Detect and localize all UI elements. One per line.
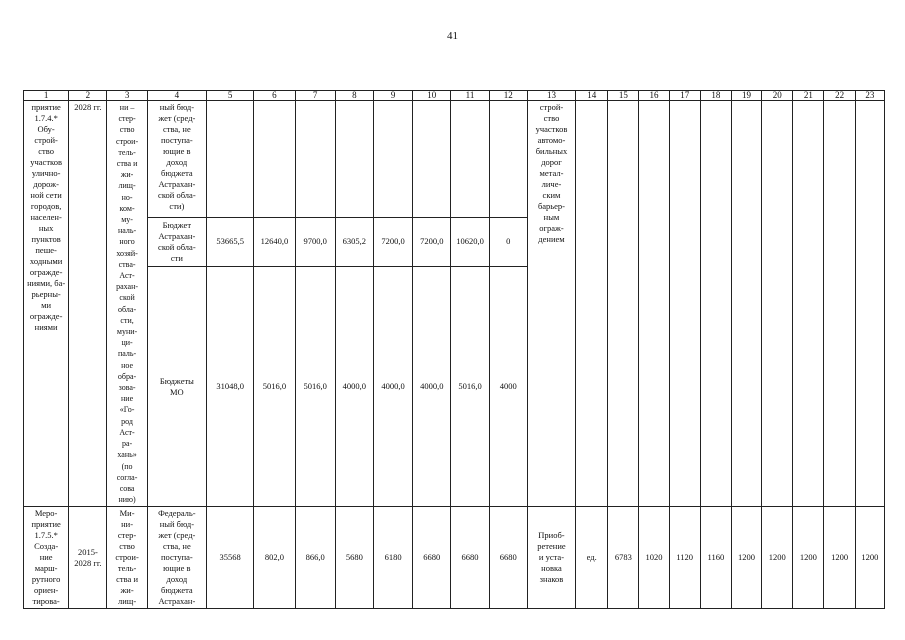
col-header: 22 <box>824 91 855 101</box>
col-header: 6 <box>254 91 295 101</box>
value-cell <box>295 101 335 218</box>
value-cell: 9700,0 <box>295 218 335 267</box>
value-cell: 5016,0 <box>451 266 489 506</box>
indicator-cell: 1200 <box>824 507 855 609</box>
col-header: 8 <box>335 91 373 101</box>
indicator-cell <box>731 101 761 507</box>
indicator-cell <box>700 101 731 507</box>
indicator-cell: 1020 <box>639 507 669 609</box>
indicator-cell: 1160 <box>700 507 731 609</box>
col-header: 1 <box>24 91 69 101</box>
col-header: 18 <box>700 91 731 101</box>
value-cell: 7200,0 <box>373 218 412 267</box>
col-header: 20 <box>762 91 793 101</box>
col-header: 2 <box>69 91 107 101</box>
value-cell: 802,0 <box>254 507 295 609</box>
value-cell <box>451 101 489 218</box>
indicator-cell: 1200 <box>793 507 824 609</box>
unit-cell <box>576 101 608 507</box>
value-cell <box>207 101 254 218</box>
col-header: 19 <box>731 91 761 101</box>
measure-name-cell: Меро- приятие 1.7.5.* Созда- ние марш- рутного ориен- тирова- <box>24 507 69 609</box>
value-cell <box>335 101 373 218</box>
measure-name-cell: приятие 1.7.4.* Обу- строй- ство участков улично- дорож- ной сети городов, населен- ных пунктов пеше- ходными огражде- ниями, ба- рьерны- ми огражде- ниями <box>24 101 69 507</box>
period-cell: 2028 гг. <box>69 101 107 507</box>
indicator-cell: 1200 <box>855 507 884 609</box>
unit-cell: ед. <box>576 507 608 609</box>
value-cell: 5680 <box>335 507 373 609</box>
col-header: 21 <box>793 91 824 101</box>
col-header: 14 <box>576 91 608 101</box>
indicator-cell <box>793 101 824 507</box>
value-cell: 4000,0 <box>335 266 373 506</box>
value-cell: 0 <box>489 218 527 267</box>
indicator-cell <box>762 101 793 507</box>
value-cell <box>254 101 295 218</box>
indicator-cell <box>824 101 855 507</box>
value-cell <box>413 101 451 218</box>
value-cell: 6305,2 <box>335 218 373 267</box>
value-cell: 53665,5 <box>207 218 254 267</box>
col-header: 16 <box>639 91 669 101</box>
col-header: 10 <box>413 91 451 101</box>
value-cell: 31048,0 <box>207 266 254 506</box>
value-cell: 6680 <box>413 507 451 609</box>
value-cell: 6680 <box>451 507 489 609</box>
table-row <box>24 507 885 609</box>
value-cell: 5016,0 <box>295 266 335 506</box>
value-cell: 6180 <box>373 507 412 609</box>
indicator-cell: 1120 <box>669 507 700 609</box>
value-cell <box>373 101 412 218</box>
table-row <box>24 101 885 218</box>
funding-source-cell: Бюджет Астрахан- ской обла- сти <box>147 218 206 267</box>
col-header: 3 <box>107 91 147 101</box>
col-header: 12 <box>489 91 527 101</box>
value-cell: 4000,0 <box>413 266 451 506</box>
indicator-cell <box>639 101 669 507</box>
value-cell <box>489 101 527 218</box>
indicator-cell <box>855 101 884 507</box>
period-cell: 2015- 2028 гг. <box>69 507 107 609</box>
result-cell: строй- ство участков автомо- бильных дорог метал- личе- ским барьер- ным ограж- дением <box>527 101 575 507</box>
executor-cell: ни – стер- ство строи- тель- ства и жи- лищ- но- ком- му- наль- ного хозяй- ства- Аст- рахан- ской обла- сти, муни- ци- паль- ное обра- зова- ние «Го- род Аст- ра- хань» (по согла- сова нию) <box>107 101 147 507</box>
indicator-cell <box>608 101 639 507</box>
value-cell: 10620,0 <box>451 218 489 267</box>
value-cell: 7200,0 <box>413 218 451 267</box>
col-header: 13 <box>527 91 575 101</box>
program-table <box>23 90 885 609</box>
funding-source-cell: Федераль- ный бюд- жет (сред- ства, не поступа- ющие в доход бюджета Астрахан- <box>147 507 206 609</box>
col-header: 15 <box>608 91 639 101</box>
result-cell: Приоб- ретение и уста- новка знаков <box>527 507 575 609</box>
value-cell: 35568 <box>207 507 254 609</box>
indicator-cell: 1200 <box>731 507 761 609</box>
col-header: 9 <box>373 91 412 101</box>
funding-source-cell: Бюджеты МО <box>147 266 206 506</box>
value-cell: 4000 <box>489 266 527 506</box>
indicator-cell <box>669 101 700 507</box>
indicator-cell: 6783 <box>608 507 639 609</box>
value-cell: 12640,0 <box>254 218 295 267</box>
col-header: 5 <box>207 91 254 101</box>
indicator-cell: 1200 <box>762 507 793 609</box>
value-cell: 6680 <box>489 507 527 609</box>
value-cell: 5016,0 <box>254 266 295 506</box>
col-header: 7 <box>295 91 335 101</box>
col-header: 11 <box>451 91 489 101</box>
col-header: 17 <box>669 91 700 101</box>
value-cell: 866,0 <box>295 507 335 609</box>
executor-cell: Ми- ни- стер- ство строи- тель- ства и жи- лищ- <box>107 507 147 609</box>
column-number-row <box>24 91 885 101</box>
value-cell: 4000,0 <box>373 266 412 506</box>
col-header: 4 <box>147 91 206 101</box>
col-header: 23 <box>855 91 884 101</box>
page-number: 41 <box>447 30 458 42</box>
funding-source-cell: ный бюд- жет (сред- ства, не поступа- ющие в доход бюджета Астрахан- ской обла- сти) <box>147 101 206 218</box>
